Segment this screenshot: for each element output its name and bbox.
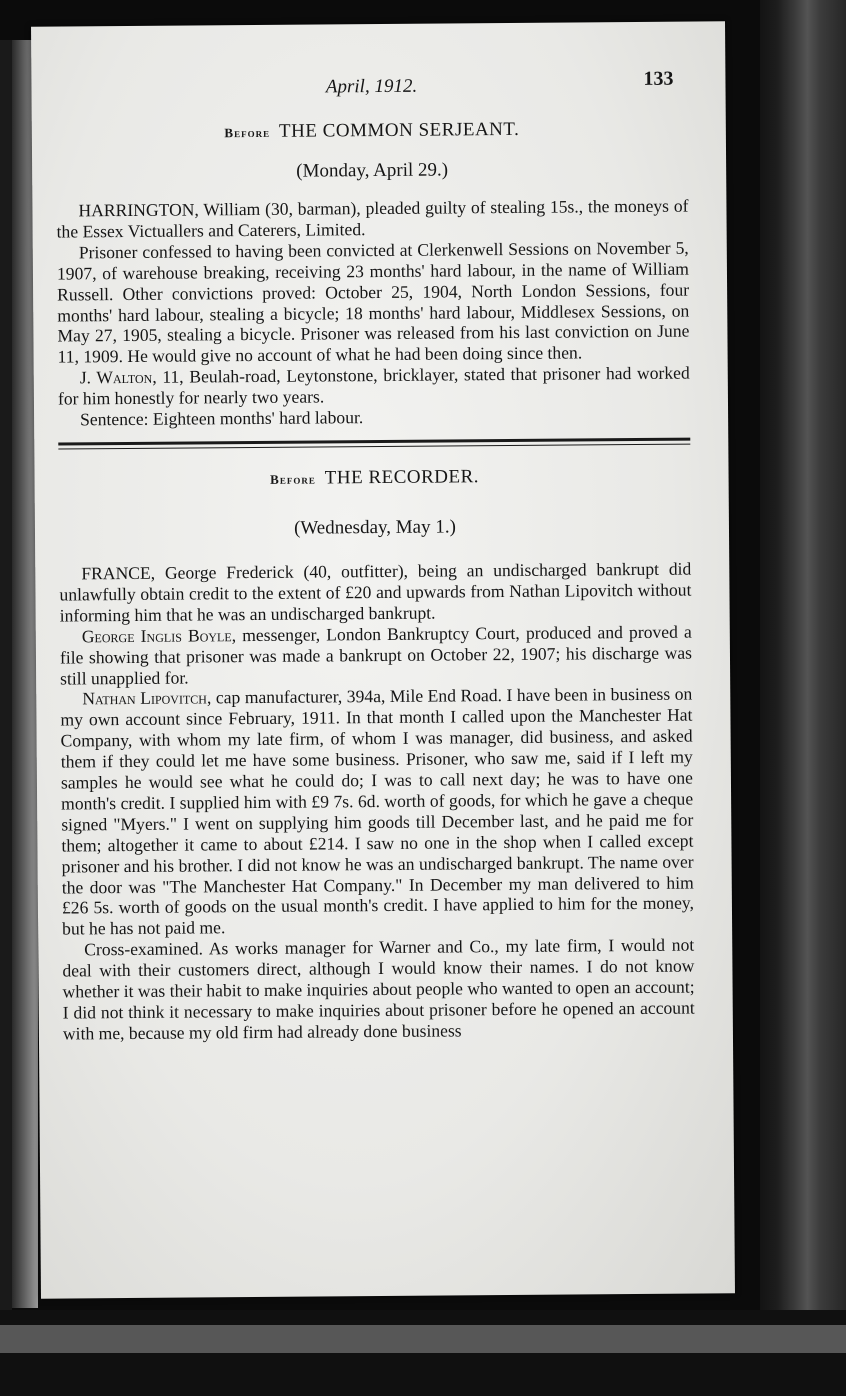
witness-paragraph bbox=[60, 621, 692, 689]
court-prefix: Before bbox=[224, 124, 271, 141]
running-head bbox=[55, 67, 687, 113]
section-recorder bbox=[58, 465, 694, 1045]
paragraph-text: HARRINGTON, William (30, barman), pleaded guilty of stealing 15s., the moneys of the Essex Victuallers and Caterers, Limited. bbox=[56, 195, 689, 242]
paragraph-text: FRANCE, George Frederick (40, outfitter), being an undischarged bankrupt did unlawfully obtain credit to the extent of £20 and upwards from Nathan Lipovitch without informing him that he was an undischarged bankrupt. bbox=[59, 558, 692, 626]
paragraph-text: , cap manufacturer, 394a, Mile End Road. I have been in business on my own account since February, 1911. In that month I called upon the Manchester Hat Company, with whom my late firm, of whom I was manager, did business, and asked them if they could let me have some business. Prisoner, who saw me, said if I left my samples he would see what he could do; I was to call next day; he was to have one month's credit. I supplied him with £9 7s. 6d. worth of goods, for which he gave a cheque signed "Myers." I went on supplying him goods till December last, and he paid me for them; altogether it came to about £214. I saw no one in the shop when I called except prisoner and his brother. I did not know he was an undischarged bankrupt. The name over the door was "The Manchester Hat Company." In December my man delivered to him £26 5s. worth of goods on the usual month's credit. I have applied to him for the money, but he has not paid me. bbox=[60, 683, 694, 939]
case-paragraph bbox=[59, 559, 691, 627]
section-divider bbox=[58, 438, 690, 450]
court-heading bbox=[58, 465, 690, 492]
bottom-strip bbox=[0, 1325, 846, 1353]
right-page-shadow bbox=[760, 0, 846, 1396]
cross-examination-paragraph bbox=[62, 935, 695, 1044]
section-common-serjeant bbox=[56, 118, 690, 431]
court-heading bbox=[56, 118, 688, 145]
book-page bbox=[31, 21, 735, 1298]
page-content bbox=[55, 67, 695, 1045]
court-name: THE COMMON SERJEANT. bbox=[278, 118, 520, 142]
paragraph-text: Cross-examined. As works manager for Warner and Co., my late firm, I would not deal with their customers direct, although I would know their names. I do not know whether it was their habit to make inquiries about people who wanted to open an account; I did not think it necessary to make inquiries about prisoner before he opened an account with me, because my old firm had already done business bbox=[62, 934, 695, 1044]
paragraph-text: Sentence: Eighteen months' hard labour. bbox=[80, 407, 364, 430]
running-head-title: April, 1912. bbox=[325, 75, 418, 98]
court-prefix: Before bbox=[270, 471, 316, 487]
witness-paragraph bbox=[60, 684, 694, 940]
witness-paragraph bbox=[58, 363, 690, 410]
page-number: 133 bbox=[643, 67, 674, 90]
paragraph-text: Prisoner confessed to having been convicted at Clerkenwell Sessions on November 5, 1907, of warehouse breaking, receiving 23 months' hard labour, in the name of William Russell. Other convictions proved: October 25, 1904, North London Sessions, four months' hard labour, stealing a bicycle; 18 months' hard labour, Middlesex Sessions, on May 27, 1905, stealing a bicycle. Prisoner was released from his last conviction on June 11, 1909. He would give no account of what he had been doing since then. bbox=[56, 237, 690, 367]
paragraph-text: , messenger, London Bankruptcy Court, produced and proved a file showing that prisoner was made a bankrupt on October 22, 1907; his discharge was still unapplied for. bbox=[59, 621, 693, 689]
session-date: (Monday, April 29.) bbox=[296, 159, 449, 182]
bottom-frame bbox=[0, 1310, 846, 1396]
case-paragraph bbox=[57, 237, 690, 367]
paragraph-text: , 11, Beulah-road, Leytonstone, bricklayer, stated that prisoner had worked for him honestly for nearly two years. bbox=[57, 362, 690, 409]
witness-name: J. Walton bbox=[79, 367, 153, 388]
session-date: (Wednesday, May 1.) bbox=[293, 516, 456, 539]
witness-name: George Inglis Boyle bbox=[81, 624, 232, 647]
sentence-paragraph bbox=[58, 405, 690, 431]
court-name: THE RECORDER. bbox=[324, 466, 480, 489]
witness-name: Nathan Lipovitch bbox=[82, 687, 208, 709]
left-frame bbox=[0, 40, 12, 1310]
case-paragraph bbox=[56, 196, 688, 243]
